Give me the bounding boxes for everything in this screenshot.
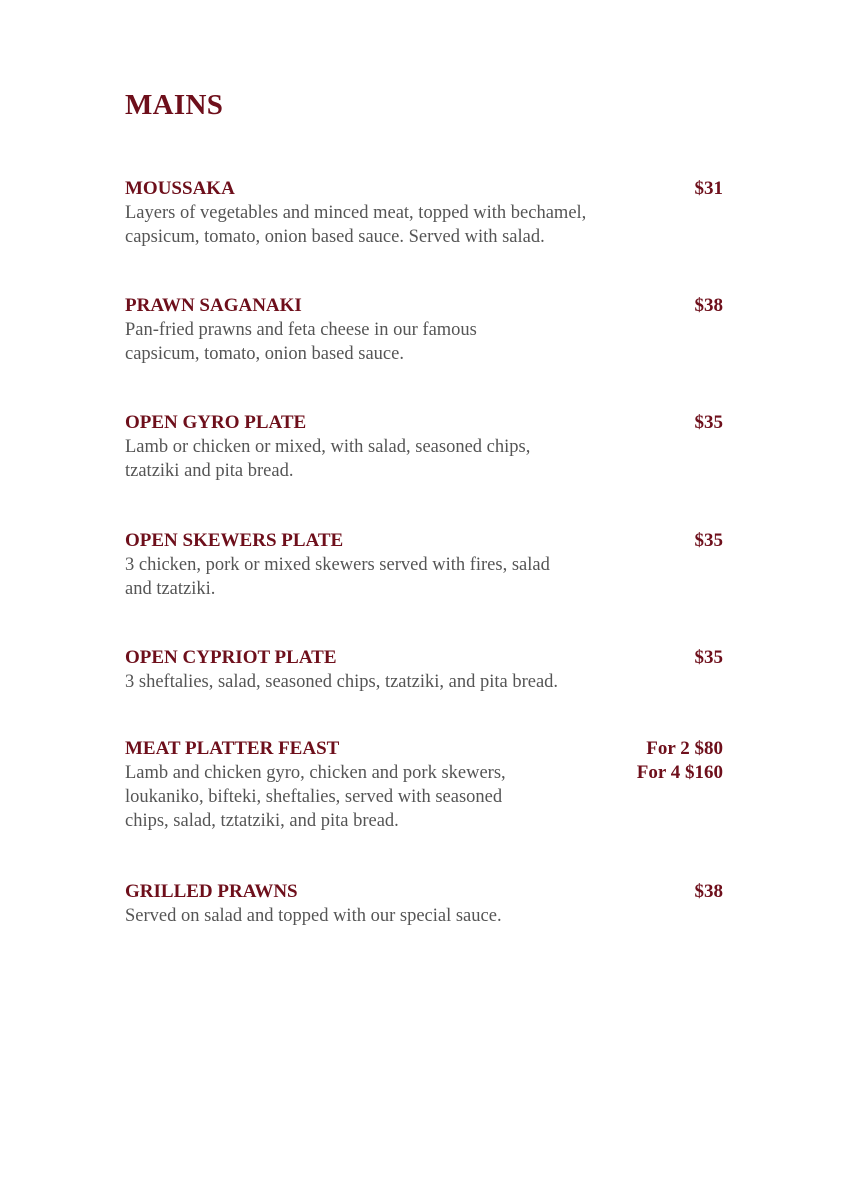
description-line: capsicum, tomato, onion based sauce. Served with salad. [125,227,545,247]
description-line: Lamb or chicken or mixed, with salad, seasoned chips, [125,437,531,457]
item-price [637,737,723,785]
item-description [125,670,558,694]
item-description [125,435,530,483]
description-line: and tzatziki. [125,579,216,599]
description-line: tzatziki and pita bread. [125,461,294,481]
price-line: $35 [694,647,723,668]
item-price [695,529,724,553]
item-price [695,411,724,435]
item-name: MEAT PLATTER FEAST [125,738,340,759]
item-name: OPEN GYRO PLATE [125,412,307,433]
page-title: MAINS [125,89,224,121]
price-line: For 2 $80 [646,738,723,759]
description-line: Layers of vegetables and minced meat, topped with bechamel, [125,203,587,223]
item-description [125,201,586,249]
price-line: $31 [694,178,723,199]
price-line: $35 [694,530,723,551]
item-description [125,761,506,833]
price-line: For 4 $160 [636,762,723,783]
item-price [695,294,724,318]
description-line: capsicum, tomato, onion based sauce. [125,344,404,364]
item-name: OPEN SKEWERS PLATE [125,530,344,551]
description-line: 3 chicken, pork or mixed skewers served with fires, salad [125,555,550,575]
item-name: MOUSSAKA [125,178,235,199]
item-description [125,904,502,928]
item-description [125,553,550,601]
item-name: OPEN CYPRIOT PLATE [125,647,337,668]
item-name: GRILLED PRAWNS [125,881,298,902]
description-line: Served on salad and topped with our special sauce. [125,906,502,926]
description-line: loukaniko, bifteki, sheftalies, served with seasoned [125,787,503,807]
description-line: Lamb and chicken gyro, chicken and pork skewers, [125,763,506,783]
item-price [695,646,724,670]
item-price [695,880,724,904]
description-line: Pan-fried prawns and feta cheese in our famous [125,320,477,340]
item-price [695,177,724,201]
description-line: chips, salad, tztatziki, and pita bread. [125,811,399,831]
price-line: $38 [694,881,723,902]
description-line: 3 sheftalies, salad, seasoned chips, tzatziki, and pita bread. [125,672,559,692]
price-line: $35 [694,412,723,433]
item-name: PRAWN SAGANAKI [125,295,302,316]
price-line: $38 [694,295,723,316]
item-description [125,318,477,366]
